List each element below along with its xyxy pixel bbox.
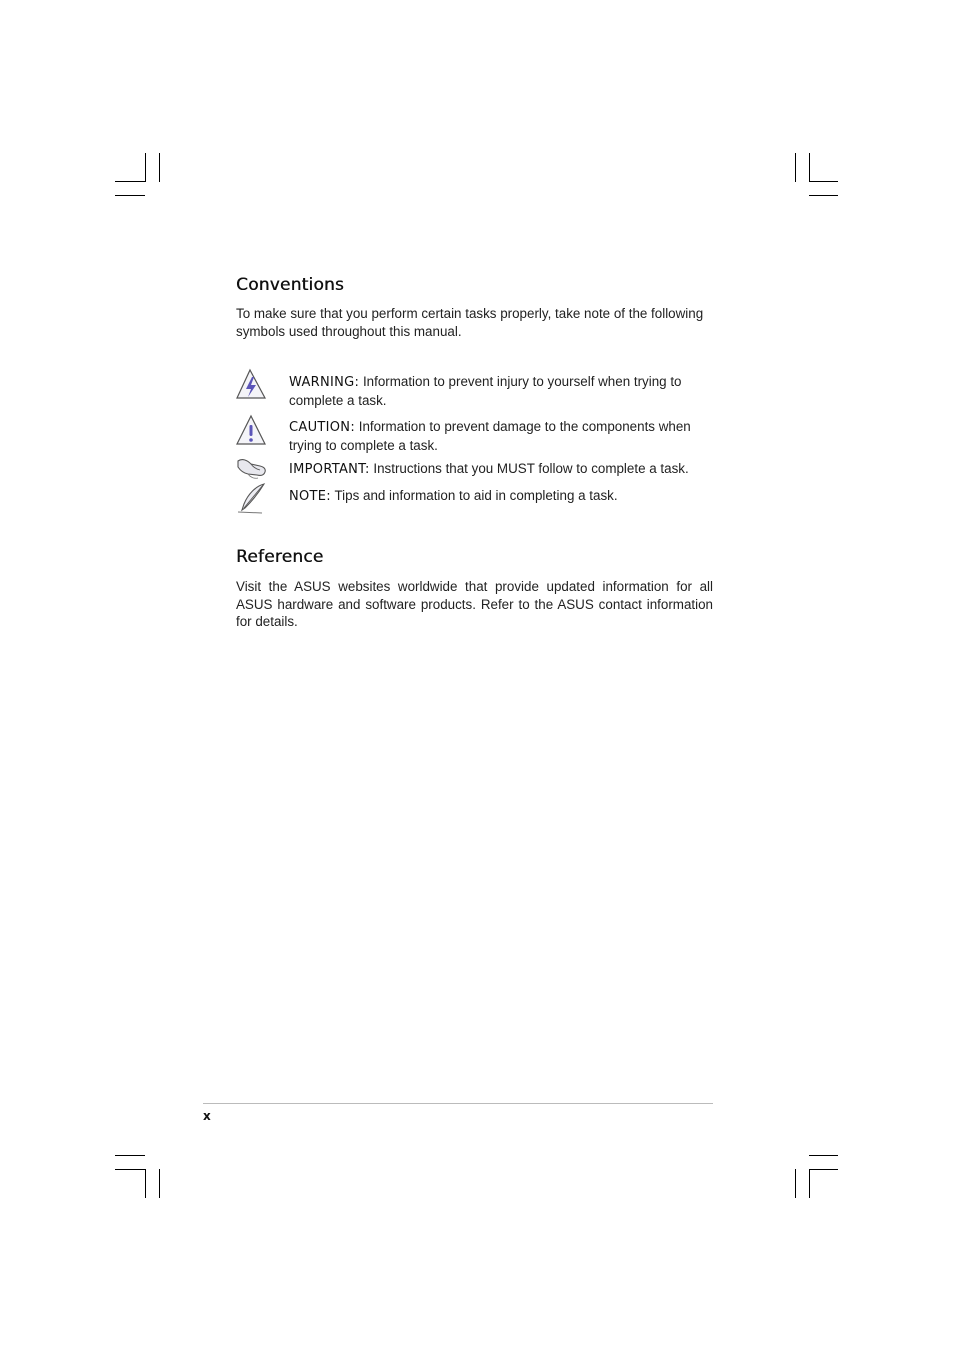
crop-mark [115,181,145,182]
note-body: Information to prevent damage to the components when trying to complete a task. [289,419,691,453]
note-warning [236,368,713,408]
note-body: Information to prevent injury to yourself when trying to complete a task. [289,374,682,408]
note-note [236,482,713,516]
reference-body: Visit the ASUS websites worldwide that provide updated information for all ASUS hardware and software products. Refer to the ASUS contact information for details. [236,579,713,629]
crop-mark [115,195,145,196]
crop-mark [809,1169,810,1198]
note-quill-icon [236,482,268,516]
note-label: IMPORTANT: [289,462,370,477]
crop-mark [809,153,810,182]
note-important [236,456,713,482]
note-body: Instructions that you MUST follow to complete a task. [369,461,689,476]
page-number: x [203,1109,211,1123]
crop-mark [809,1155,838,1156]
conventions-intro: To make sure that you perform certain tasks properly, take note of the following symbols used throughout this manual. [236,306,704,339]
crop-mark [159,1169,160,1198]
crop-mark [115,1169,145,1170]
crop-mark [145,1169,146,1198]
section-heading-conventions: Conventions [236,275,344,295]
section-heading-reference: Reference [236,547,324,567]
crop-mark [795,153,796,182]
crop-mark [159,153,160,182]
crop-mark [809,195,838,196]
note-body: Tips and information to aid in completing a task. [331,488,618,503]
crop-mark [795,1169,796,1198]
note-label: WARNING: [289,375,360,390]
footer-rule [203,1103,713,1104]
crop-mark [809,1169,838,1170]
note-label: NOTE: [289,489,331,504]
caution-exclamation-icon [236,413,268,447]
note-label: CAUTION: [289,420,355,435]
crop-mark [115,1155,145,1156]
crop-mark [809,181,838,182]
note-caution [236,413,713,453]
crop-mark [145,153,146,182]
warning-lightning-icon [236,368,268,402]
